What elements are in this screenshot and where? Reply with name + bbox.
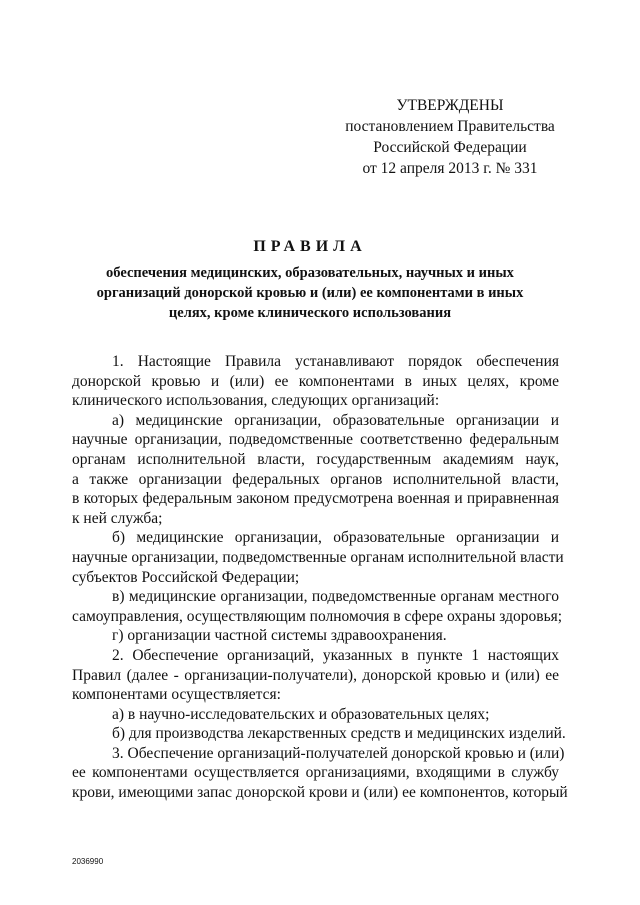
subtitle-line: организаций донорской кровью и (или) ее компонентами в иных bbox=[96, 285, 524, 301]
paragraph-1a bbox=[72, 411, 559, 529]
text-line: самоуправления, осуществляющим полномочия в сфере охраны здоровья; bbox=[72, 607, 563, 625]
text-line: научные организации, подведомственные органам исполнительной власти bbox=[72, 548, 564, 566]
text-line: Правил (далее - организации-получатели), донорской кровью и (или) ее bbox=[72, 666, 559, 684]
paragraph-1c bbox=[72, 587, 563, 626]
paragraph-1b bbox=[72, 528, 564, 587]
document-subtitle bbox=[75, 263, 545, 323]
approval-date-line: от 12 апреля 2013 г. № 331 bbox=[362, 160, 538, 177]
text-line: а) медицинские организации, образовательные организации и bbox=[112, 411, 559, 429]
paragraph-1 bbox=[72, 352, 559, 411]
text-line: б) медицинские организации, образовательные организации и bbox=[112, 529, 559, 547]
paragraph-2 bbox=[72, 646, 559, 705]
text-line: клинического использования, следующих организаций: bbox=[72, 392, 440, 410]
text-line: крови, имеющими запас донорской крови и (или) ее компонентов, который bbox=[72, 784, 568, 802]
text-line: г) организации частной системы здравоохранения. bbox=[112, 627, 447, 645]
text-line: в которых федеральным законом предусмотрена военная и приравненная bbox=[72, 490, 559, 508]
document-code: 2036990 bbox=[72, 857, 104, 866]
paragraph-2b bbox=[72, 724, 566, 744]
document-body bbox=[72, 352, 568, 803]
text-line: органам исполнительной власти, государственным академиям наук, bbox=[72, 450, 559, 468]
approval-stamp bbox=[330, 95, 570, 179]
document-title: ПРАВИЛА bbox=[253, 238, 367, 255]
approval-authority-line: Российской Федерации bbox=[373, 139, 527, 156]
text-line: 1. Настоящие Правила устанавливают порядок обеспечения bbox=[112, 353, 559, 370]
text-line: компонентами осуществляется: bbox=[72, 686, 281, 704]
text-line: в) медицинские организации, подведомственные органам местного bbox=[112, 588, 559, 606]
text-line: ее компонентами осуществляется организациями, входящими в службу bbox=[72, 764, 559, 782]
paragraph-3 bbox=[72, 744, 568, 803]
text-line: донорской кровью и (или) ее компонентами в иных целях, кроме bbox=[72, 372, 559, 390]
text-line: б) для производства лекарственных средств и медицинских изделий. bbox=[112, 725, 566, 743]
text-line: субъектов Российской Федерации; bbox=[72, 568, 300, 586]
text-line: научные организации, подведомственные соответственно федеральным bbox=[72, 431, 559, 449]
text-line: 3. Обеспечение организаций-получателей донорской кровью и (или) bbox=[112, 744, 565, 762]
subtitle-line: обеспечения медицинских, образовательных, научных и иных bbox=[106, 265, 514, 281]
text-line: а также организации федеральных органов исполнительной власти, bbox=[72, 470, 559, 488]
approval-heading: УТВЕРЖДЕНЫ bbox=[396, 97, 504, 114]
text-line: 2. Обеспечение организаций, указанных в пункте 1 настоящих bbox=[112, 646, 559, 664]
paragraph-2a bbox=[72, 705, 559, 725]
text-line: к ней служба; bbox=[72, 509, 163, 527]
text-line: а) в научно-исследовательских и образовательных целях; bbox=[112, 705, 490, 723]
subtitle-line: целях, кроме клинического использования bbox=[168, 305, 452, 321]
paragraph-1d bbox=[72, 626, 559, 646]
approval-decree-line: постановлением Правительства bbox=[345, 118, 555, 135]
